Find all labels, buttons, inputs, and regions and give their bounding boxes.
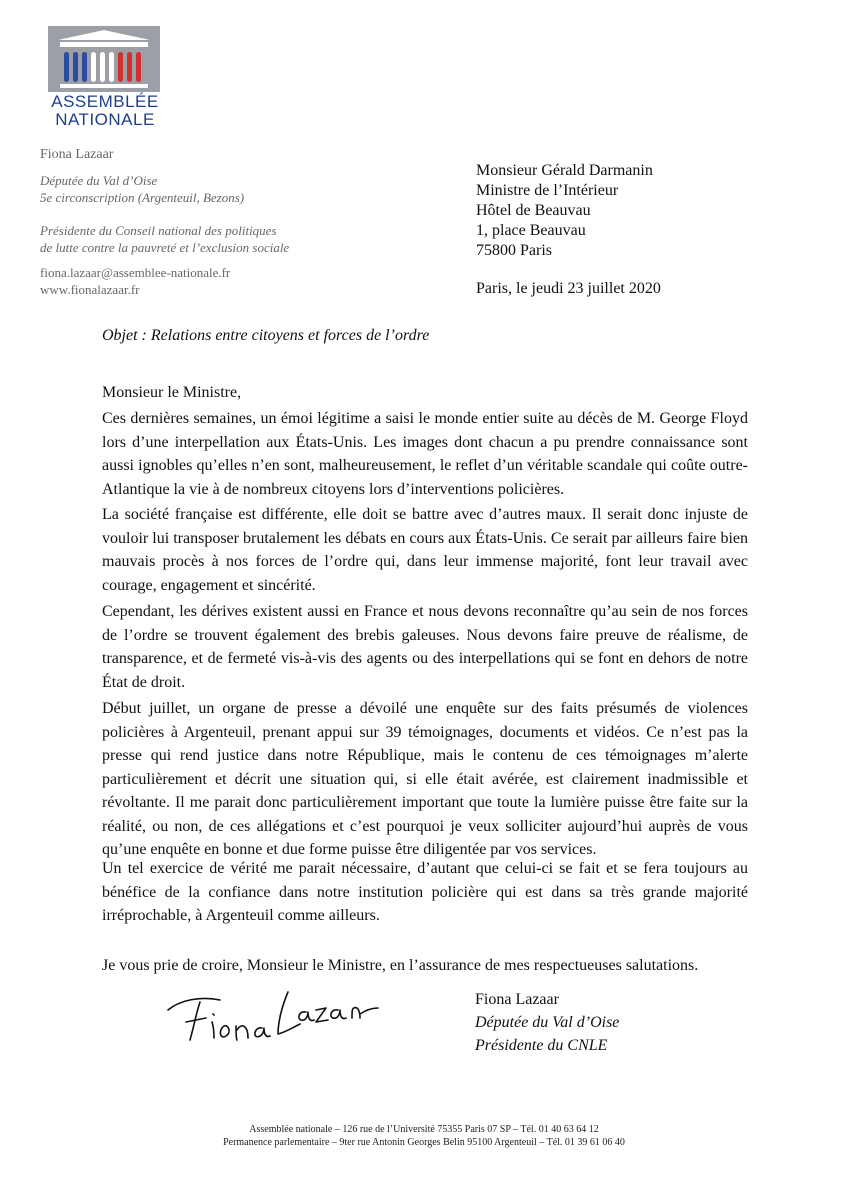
- recipient-street: 1, place Beauvau: [476, 222, 586, 239]
- handwritten-signature: [160, 978, 380, 1048]
- sender-role-block: [40, 172, 244, 206]
- hemicycle-icon: [48, 26, 160, 92]
- recipient-address: [476, 161, 653, 261]
- body-paragraph: Cependant, les dérives existent aussi en France et nous devons reconnaître qu’au sein de nos forces de l’ordre se trouvent également des brebis galeuses. Nous devons faire preuve de réalisme, de transparence, et de fermeté vis-à-vis des agents ou des interpellations qui se font en dehors de notre État de droit.: [102, 603, 748, 691]
- body-paragraph: Un tel exercice de vérité me parait nécessaire, d’autant que celui-ci se fait et se fera toujours au bénéfice de la confiance dans notre institution policière qui est dans sa très grande majorité irréprochable, à Argenteuil comme ailleurs.: [102, 860, 748, 924]
- letter-date: Paris, le jeudi 23 juillet 2020: [476, 280, 661, 297]
- letter-salutation: Monsieur le Ministre,: [102, 384, 242, 401]
- letter-subject: Objet : Relations entre citoyens et forces de l’ordre: [102, 327, 430, 344]
- signatory-name: Fiona Lazaar: [475, 991, 559, 1008]
- sender-name: Fiona Lazaar: [40, 147, 114, 162]
- sender-presidency-line1: Présidente du Conseil national des politiques: [40, 223, 277, 238]
- sender-website: www.fionalazaar.fr: [40, 282, 140, 297]
- signatory-role: Députée du Val d’Oise: [475, 1014, 620, 1031]
- recipient-title: Ministre de l’Intérieur: [476, 182, 619, 199]
- assemblee-nationale-logo: [46, 26, 164, 130]
- footer-line1: Assemblée nationale – 126 rue de l’Université 75355 Paris 07 SP – Tél. 01 40 63 64 12: [249, 1124, 599, 1135]
- sender-presidency-line2: de lutte contre la pauvreté et l’exclusion sociale: [40, 240, 290, 255]
- logo-text-line1: ASSEMBLÉE: [51, 92, 159, 111]
- body-paragraph: Ces dernières semaines, un émoi légitime a saisi le monde entier suite au décès de M. George Floyd lors d’une interpellation aux États-Unis. Les images dont chacun a pu prendre connaissance sont aussi ignobles qu’elles n’en sont, malheureusement, le reflet d’un véritable scandale qui coûte outre-Atlantique la vie à de nombreux citoyens lors d’interventions policières.: [102, 410, 748, 498]
- sender-role: Députée du Val d’Oise: [40, 173, 158, 188]
- recipient-name: Monsieur Gérald Darmanin: [476, 162, 653, 179]
- sender-constituency: 5e circonscription (Argenteuil, Bezons): [40, 190, 245, 205]
- footer-line2: Permanence parlementaire – 9ter rue Antonin Georges Belin 95100 Argenteuil – Tél. 01 39 61 06 40: [223, 1137, 625, 1148]
- body-paragraph: Début juillet, un organe de presse a dévoilé une enquête sur des faits présumés de violences policières à Argenteuil, prenant appui sur 39 témoignages, documents et vidéos. Ce n’est pas la presse qui rend justice dans notre République, mais le contenu de ces témoignages m’alerte particulièrement et décrit une situation qui, si elle était avérée, est clairement inadmissible et révoltante. Il me parait donc particulièrement important que toute la lumière puisse être faite sur la réalité, ou non, de ces allégations et c’est pourquoi je veux solliciter aujourd’hui auprès de vous qu’une enquête en bonne et due forme puisse être diligentée par vos services.: [102, 700, 748, 858]
- recipient-city: 75800 Paris: [476, 242, 552, 259]
- logo-text-line2: NATIONALE: [55, 110, 155, 129]
- body-paragraph: La société française est différente, elle doit se battre avec d’autres maux. Il serait donc injuste de vouloir lui transposer brutalement les débats en cours aux États-Unis. Ce serait par ailleurs faire bien mauvais procès à nos forces de l’ordre qui, dans leur immense majorité, font leur travail avec courage, engagement et sincérité.: [102, 506, 748, 594]
- sender-email: fiona.lazaar@assemblee-nationale.fr: [40, 265, 231, 280]
- sender-contact-block: [40, 264, 230, 298]
- recipient-building: Hôtel de Beauvau: [476, 202, 591, 219]
- sender-presidency-block: [40, 222, 289, 256]
- signature-block: [475, 988, 619, 1057]
- letter-closing: Je vous prie de croire, Monsieur le Ministre, en l’assurance de mes respectueuses salutations.: [102, 957, 699, 974]
- signatory-role2: Présidente du CNLE: [475, 1037, 608, 1054]
